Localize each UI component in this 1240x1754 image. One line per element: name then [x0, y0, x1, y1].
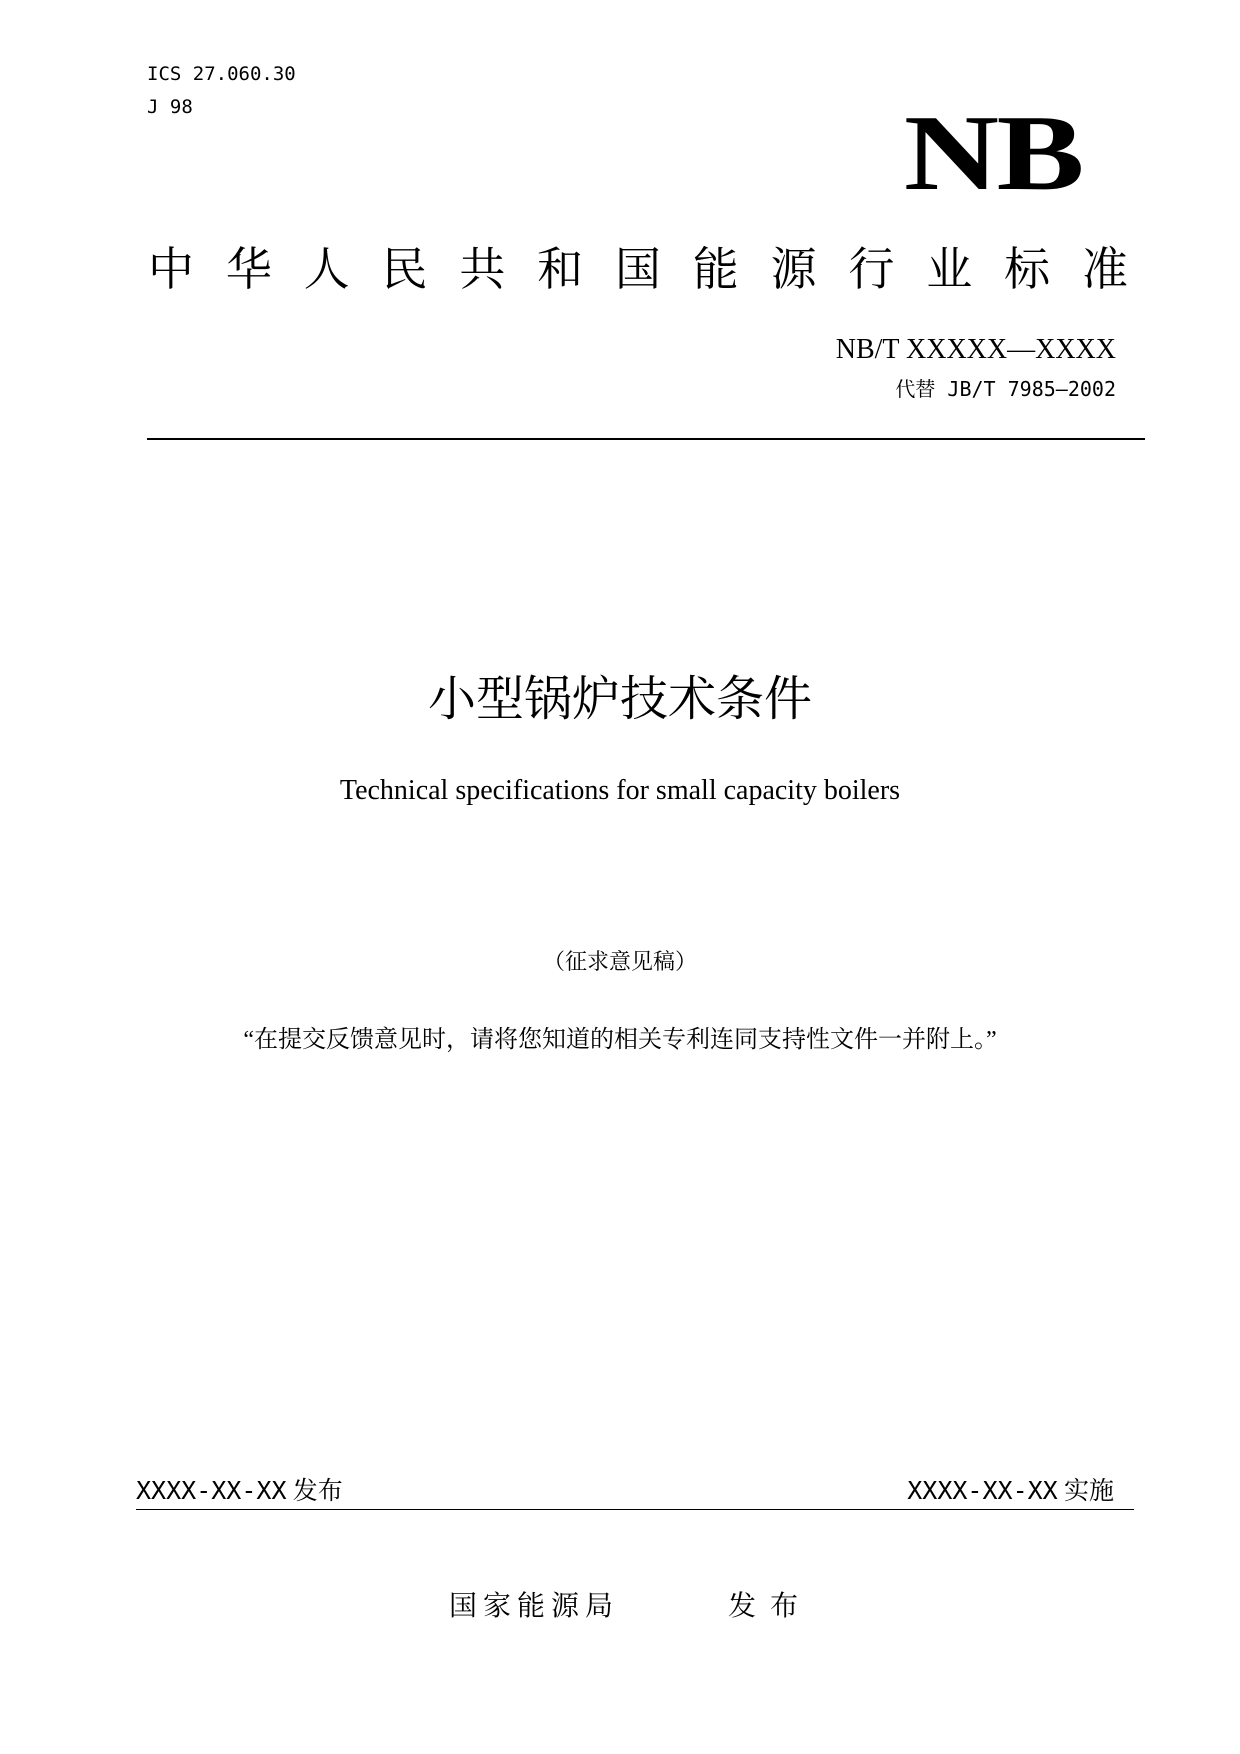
org-title-char: 和 — [537, 242, 584, 296]
org-title-char: 能 — [692, 242, 739, 296]
org-title-char: 民 — [381, 242, 428, 296]
header-rule — [147, 438, 1145, 440]
issue-word: 发布 — [728, 1589, 813, 1622]
org-title-char: 国 — [614, 242, 661, 296]
draft-label: （征求意见稿） — [542, 949, 697, 974]
org-title-char: 业 — [926, 242, 973, 296]
nb-logo: NB — [903, 94, 1082, 213]
ics-code: ICS 27.060.30 — [147, 63, 296, 85]
implement-label: 实施 — [1063, 1476, 1114, 1505]
publish-label: 发布 — [292, 1476, 343, 1505]
issuing-authority: 国家能源局 — [449, 1589, 620, 1622]
patent-note: “在提交反馈意见时，请将您知道的相关专利连同支持性文件一并附上。” — [243, 1027, 997, 1053]
publish-date: XXXX-XX-XX — [136, 1476, 287, 1505]
org-title-char: 源 — [770, 242, 817, 296]
org-title — [148, 242, 1128, 296]
footer-rule — [136, 1509, 1134, 1510]
classification-code: J 98 — [147, 96, 193, 118]
org-title-char: 中 — [148, 242, 194, 296]
standard-number: NB/T XXXXX—XXXX — [835, 334, 1116, 365]
replaces-standard: 代替 JB/T 7985—2002 — [895, 377, 1116, 401]
implement-date-block — [907, 1475, 1114, 1508]
org-title-char: 人 — [303, 242, 350, 296]
implement-date: XXXX-XX-XX — [907, 1476, 1058, 1505]
org-title-char: 标 — [1004, 242, 1051, 296]
date-row — [136, 1475, 1134, 1509]
org-title-char: 共 — [459, 242, 506, 296]
org-title-char: 准 — [1081, 242, 1128, 296]
title-english: Technical specifications for small capacity boilers — [339, 775, 901, 806]
title-chinese: 小型锅炉技术条件 — [427, 671, 812, 727]
publish-date-block — [136, 1475, 343, 1508]
org-title-char: 行 — [848, 242, 895, 296]
org-title-char: 华 — [225, 242, 272, 296]
